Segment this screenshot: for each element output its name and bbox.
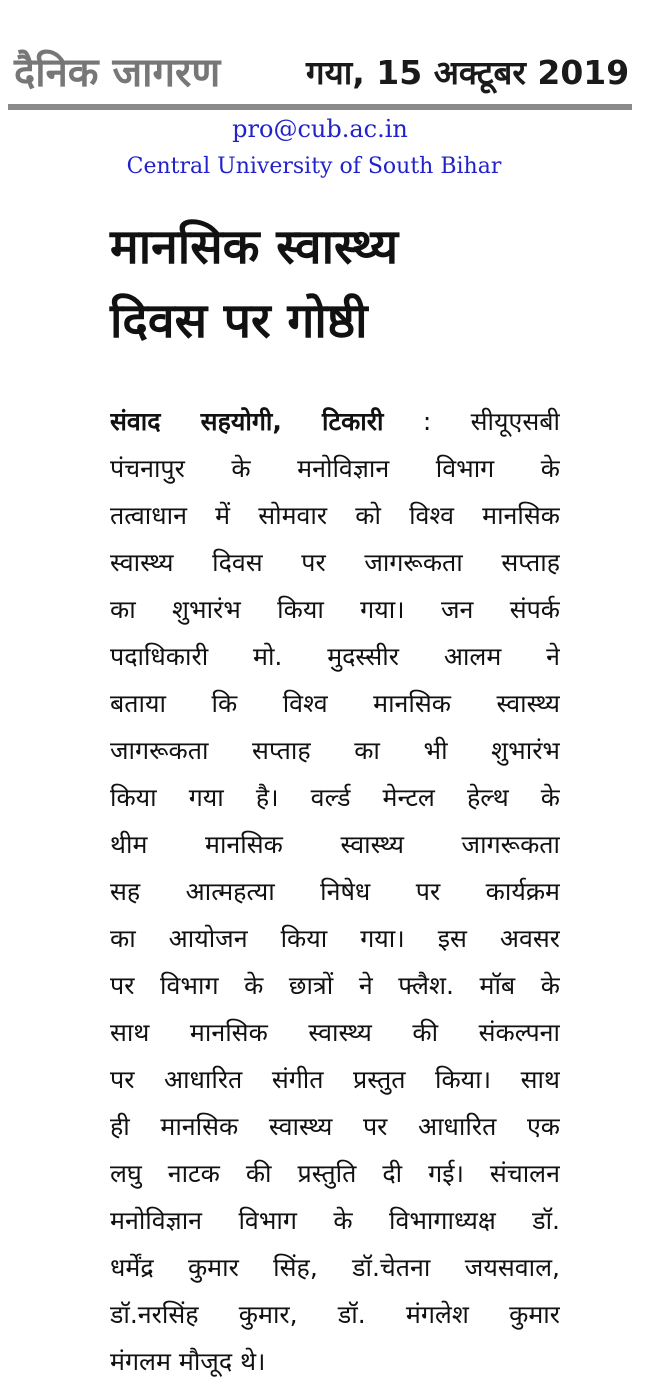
masthead <box>14 44 634 102</box>
article-line: तत्वाधान में सोमवार को विश्व मानसिक <box>110 501 560 530</box>
headline-line-2: दिवस पर गोष्ठी <box>110 293 368 349</box>
cut-off-next-line <box>110 1354 550 1367</box>
article-body <box>110 398 560 1385</box>
article-line: बताया कि विश्व मानसिक स्वास्थ्य <box>110 689 560 718</box>
article-headline <box>110 210 610 358</box>
article-line: स्वास्थ्य दिवस पर जागरूकता सप्ताह <box>110 548 560 577</box>
article-line: पर विभाग के छात्रों ने फ्लैश. मॉब के <box>110 971 560 1000</box>
article-line: किया गया है। वर्ल्ड मेन्टल हेल्थ के <box>110 783 560 812</box>
article-line: का शुभारंभ किया गया। जन संपर्क <box>110 595 560 624</box>
article-line-last: मंगलम मौजूद थे। <box>110 1347 266 1376</box>
headline-line-1: मानसिक स्वास्थ्य <box>110 219 399 275</box>
first-line-text: : सीयूएसबी <box>383 407 560 436</box>
article-line: मनोविज्ञान विभाग के विभागाध्यक्ष डॉ. <box>110 1206 560 1235</box>
byline: संवाद सहयोगी, टिकारी <box>110 407 384 436</box>
article-line: थीम मानसिक स्वास्थ्य जागरूकता <box>110 830 560 859</box>
article-line: धर्मेंद्र कुमार सिंह, डॉ.चेतना जयसवाल, <box>110 1253 560 1282</box>
stamp-email: pro@cub.ac.in <box>232 115 408 143</box>
article-line: पंचनापुर के मनोविज्ञान विभाग के <box>110 454 560 483</box>
article-line: का आयोजन किया गया। इस अवसर <box>110 924 560 953</box>
article-line: साथ मानसिक स्वास्थ्य की संकल्पना <box>110 1018 560 1047</box>
edition-date: गया, 15 अक्टूबर 2019 <box>306 53 630 92</box>
newspaper-name: दैनिक जागरण <box>14 50 221 96</box>
article-line: लघु नाटक की प्रस्तुति दी गई। संचालन <box>110 1159 560 1188</box>
masthead-divider <box>8 104 632 110</box>
article-line-first <box>110 398 560 445</box>
article-line: डॉ.नरसिंह कुमार, डॉ. मंगलेश कुमार <box>110 1300 560 1329</box>
article-line: पर आधारित संगीत प्रस्तुत किया। साथ <box>110 1065 560 1094</box>
article-line: सह आत्महत्या निषेध पर कार्यक्रम <box>110 877 560 906</box>
article-line: पदाधिकारी मो. मुदस्सीर आलम ने <box>110 642 560 671</box>
article-line: ही मानसिक स्वास्थ्य पर आधारित एक <box>110 1112 560 1141</box>
article-line: जागरूकता सप्ताह का भी शुभारंभ <box>110 736 560 765</box>
stamp-organization: Central University of South Bihar <box>126 154 502 179</box>
